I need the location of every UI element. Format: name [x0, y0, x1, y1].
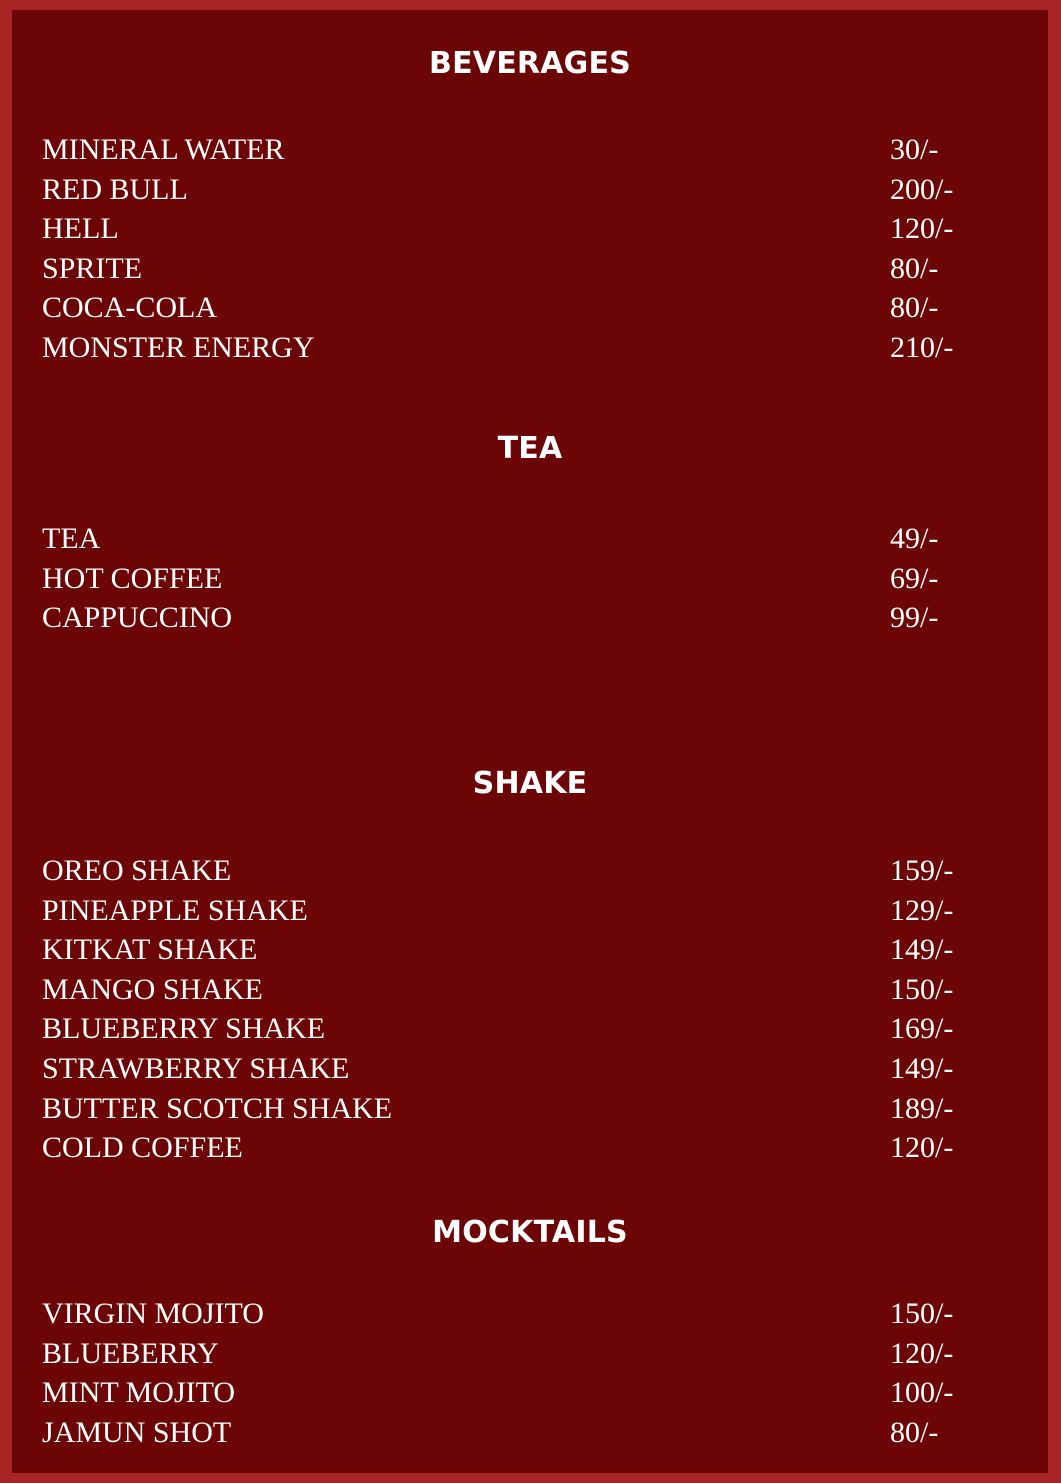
item-name: VIRGIN MOJITO — [42, 1297, 264, 1330]
menu-item — [42, 130, 1032, 170]
item-list-beverages — [42, 130, 1032, 368]
menu-item — [42, 559, 1032, 599]
item-price: 80/- — [890, 291, 939, 325]
item-price: 80/- — [890, 1415, 939, 1449]
item-name: TEA — [42, 522, 101, 555]
item-name: CAPPUCCINO — [42, 601, 233, 635]
item-price: 210/- — [890, 330, 954, 364]
menu-item — [42, 1334, 1032, 1374]
menu-item — [42, 930, 1032, 970]
item-price: 149/- — [890, 933, 954, 967]
item-name: COCA-COLA — [42, 291, 218, 325]
item-price: 69/- — [890, 561, 939, 595]
menu-item — [42, 891, 1032, 931]
item-price: 30/- — [890, 133, 939, 166]
menu-item — [42, 1294, 1032, 1334]
item-name: COLD COFFEE — [42, 1131, 243, 1165]
menu-item — [42, 1089, 1032, 1129]
item-price: 120/- — [890, 212, 954, 246]
item-name: HOT COFFEE — [42, 561, 223, 595]
menu-item — [42, 598, 1032, 638]
menu-item — [42, 249, 1032, 289]
menu-item — [42, 1373, 1032, 1413]
item-name: JAMUN SHOT — [42, 1415, 232, 1449]
section-heading-beverages: BEVERAGES — [429, 46, 631, 81]
item-name: HELL — [42, 212, 119, 246]
item-name: BLUEBERRY — [42, 1336, 219, 1370]
menu-item — [42, 170, 1032, 210]
item-name: MINT MOJITO — [42, 1376, 236, 1410]
section-heading-shake: SHAKE — [472, 766, 588, 801]
item-list-tea — [42, 519, 1032, 638]
menu-item — [42, 1049, 1032, 1089]
menu-item — [42, 288, 1032, 328]
item-price: 120/- — [890, 1336, 954, 1370]
item-price: 150/- — [890, 1297, 954, 1330]
item-name: OREO SHAKE — [42, 854, 232, 887]
menu-item — [42, 970, 1032, 1010]
item-price: 129/- — [890, 893, 954, 927]
item-list-shake — [42, 851, 1032, 1168]
item-price: 189/- — [890, 1091, 954, 1125]
item-price: 120/- — [890, 1131, 954, 1165]
item-name: KITKAT SHAKE — [42, 933, 258, 967]
menu-item — [42, 328, 1032, 368]
item-list-mocktails — [42, 1294, 1032, 1452]
item-price: 169/- — [890, 1012, 954, 1046]
item-price: 80/- — [890, 251, 939, 285]
item-price: 99/- — [890, 601, 939, 635]
item-name: MANGO SHAKE — [42, 972, 263, 1006]
item-price: 150/- — [890, 972, 954, 1006]
section-heading-mocktails: MOCKTAILS — [432, 1215, 628, 1250]
item-price: 100/- — [890, 1376, 954, 1410]
item-price: 159/- — [890, 854, 954, 887]
menu-item — [42, 209, 1032, 249]
item-name: PINEAPPLE SHAKE — [42, 893, 308, 927]
section-heading-tea: TEA — [497, 431, 563, 466]
item-name: SPRITE — [42, 251, 143, 285]
item-name: MINERAL WATER — [42, 133, 285, 166]
item-price: 200/- — [890, 172, 954, 206]
menu-item — [42, 851, 1032, 891]
menu-panel — [12, 10, 1048, 1473]
item-name: BLUEBERRY SHAKE — [42, 1012, 326, 1046]
item-name: BUTTER SCOTCH SHAKE — [42, 1091, 393, 1125]
item-price: 49/- — [890, 522, 939, 555]
menu-item — [42, 1009, 1032, 1049]
item-price: 149/- — [890, 1051, 954, 1085]
item-name: STRAWBERRY SHAKE — [42, 1051, 350, 1085]
menu-item — [42, 1413, 1032, 1453]
item-name: RED BULL — [42, 172, 188, 206]
menu-item — [42, 519, 1032, 559]
item-name: MONSTER ENERGY — [42, 330, 315, 364]
menu-item — [42, 1128, 1032, 1168]
